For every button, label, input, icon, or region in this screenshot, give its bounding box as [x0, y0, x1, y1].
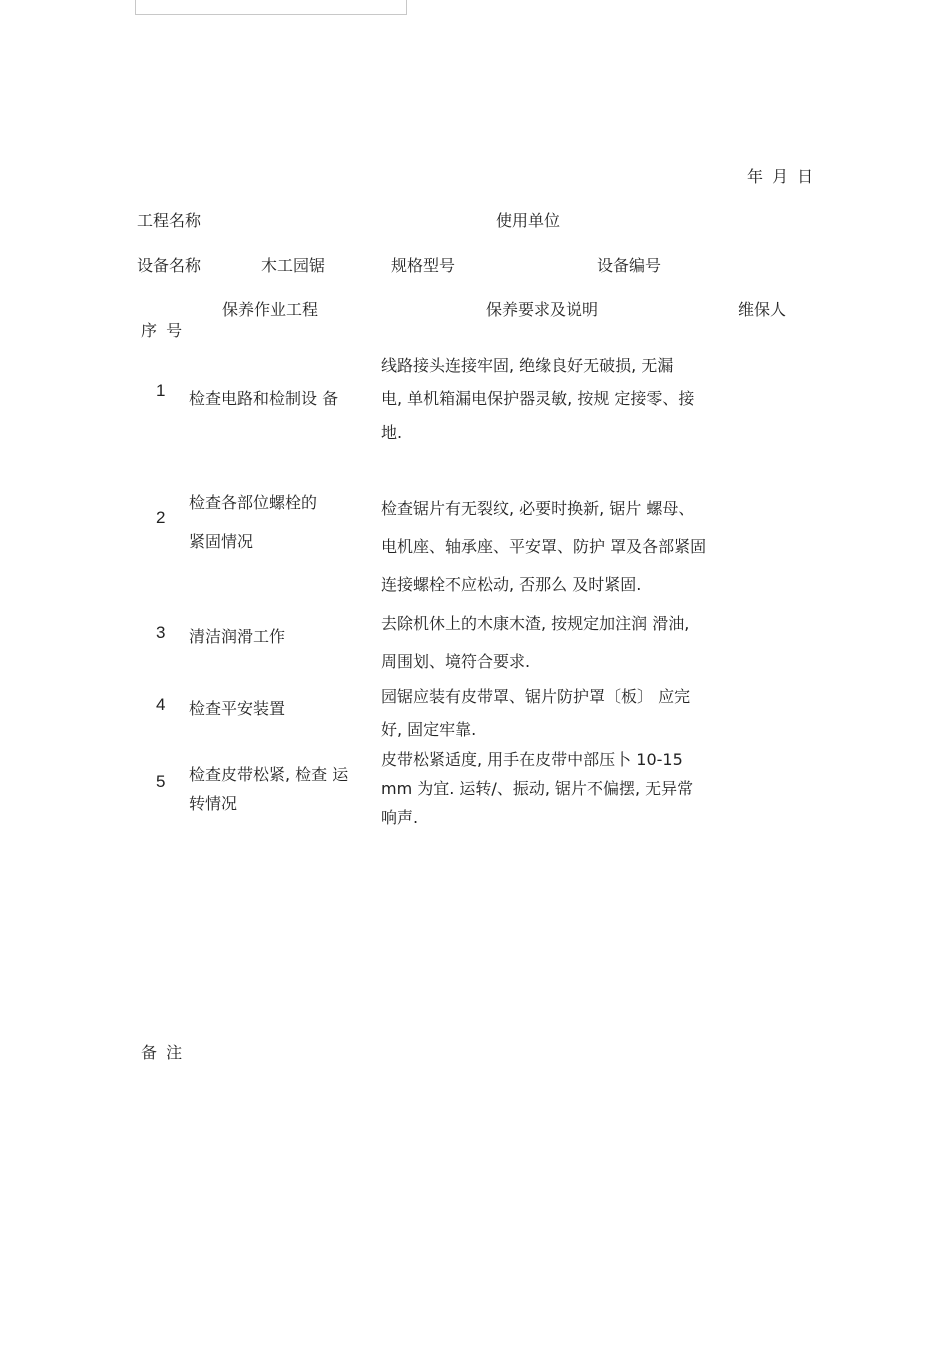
equipment-name-value: 木工园锯: [261, 256, 326, 275]
col-header-requirement: 保养要求及说明: [486, 300, 599, 319]
row-req-line: 电, 单机箱漏电保护器灵敏, 按规 定接零、接: [381, 389, 695, 408]
row-req-line: 园锯应装有皮带罩、锯片防护罩〔板〕 应完: [381, 687, 691, 706]
row-seq: 3: [156, 623, 166, 642]
col-header-item: 保养作业工程: [222, 300, 319, 319]
spec-model-label: 规格型号: [391, 256, 456, 275]
row-item-line: 检查平安装置: [189, 699, 286, 718]
top-blank-box: [135, 0, 407, 15]
date-line: 年 月 日: [747, 167, 816, 186]
col-header-seq: 序 号: [141, 321, 185, 340]
row-seq: 5: [156, 772, 166, 791]
row-req-line: 去除机休上的木康木渣, 按规定加注润 滑油,: [381, 614, 690, 633]
row-seq: 2: [156, 508, 166, 527]
row-seq: 1: [156, 381, 166, 400]
row-req-line: mm 为宜. 运转/、振动, 锯片不偏摆, 无异常: [381, 779, 694, 798]
user-unit-label: 使用单位: [496, 211, 561, 230]
row-item-line: 清洁润滑工作: [189, 627, 286, 646]
row-req-line: 检查锯片有无裂纹, 必要时换新, 锯片 螺母、: [381, 499, 695, 518]
remarks-label: 备 注: [141, 1043, 185, 1062]
row-item-line: 检查电路和检制设 备: [189, 389, 339, 408]
row-item-line: 转情况: [189, 794, 238, 813]
project-name-label: 工程名称: [137, 211, 202, 230]
row-req-line: 地.: [381, 423, 403, 442]
row-item-line: 检查皮带松紧, 检查 运: [189, 765, 349, 784]
row-item-line: 检查各部位螺栓的: [189, 493, 318, 512]
row-req-line: 皮带松紧适度, 用手在皮带中部压卜 10-15: [381, 750, 683, 769]
row-req-line: 周围划、境符合要求.: [381, 652, 531, 671]
row-req-line: 连接螺栓不应松动, 否那么 及时紧固.: [381, 575, 642, 594]
row-req-line: 电机座、轴承座、平安罩、防护 罩及各部紧固: [381, 537, 707, 556]
equipment-name-label: 设备名称: [137, 256, 202, 275]
col-header-maintainer: 维保人: [738, 300, 787, 319]
row-req-line: 好, 固定牢靠.: [381, 720, 477, 739]
row-seq: 4: [156, 695, 166, 714]
equipment-no-label: 设备编号: [597, 256, 662, 275]
row-req-line: 响声.: [381, 808, 419, 827]
row-item-line: 紧固情况: [189, 532, 254, 551]
row-req-line: 线路接头连接牢固, 绝缘良好无破损, 无漏: [381, 356, 674, 375]
